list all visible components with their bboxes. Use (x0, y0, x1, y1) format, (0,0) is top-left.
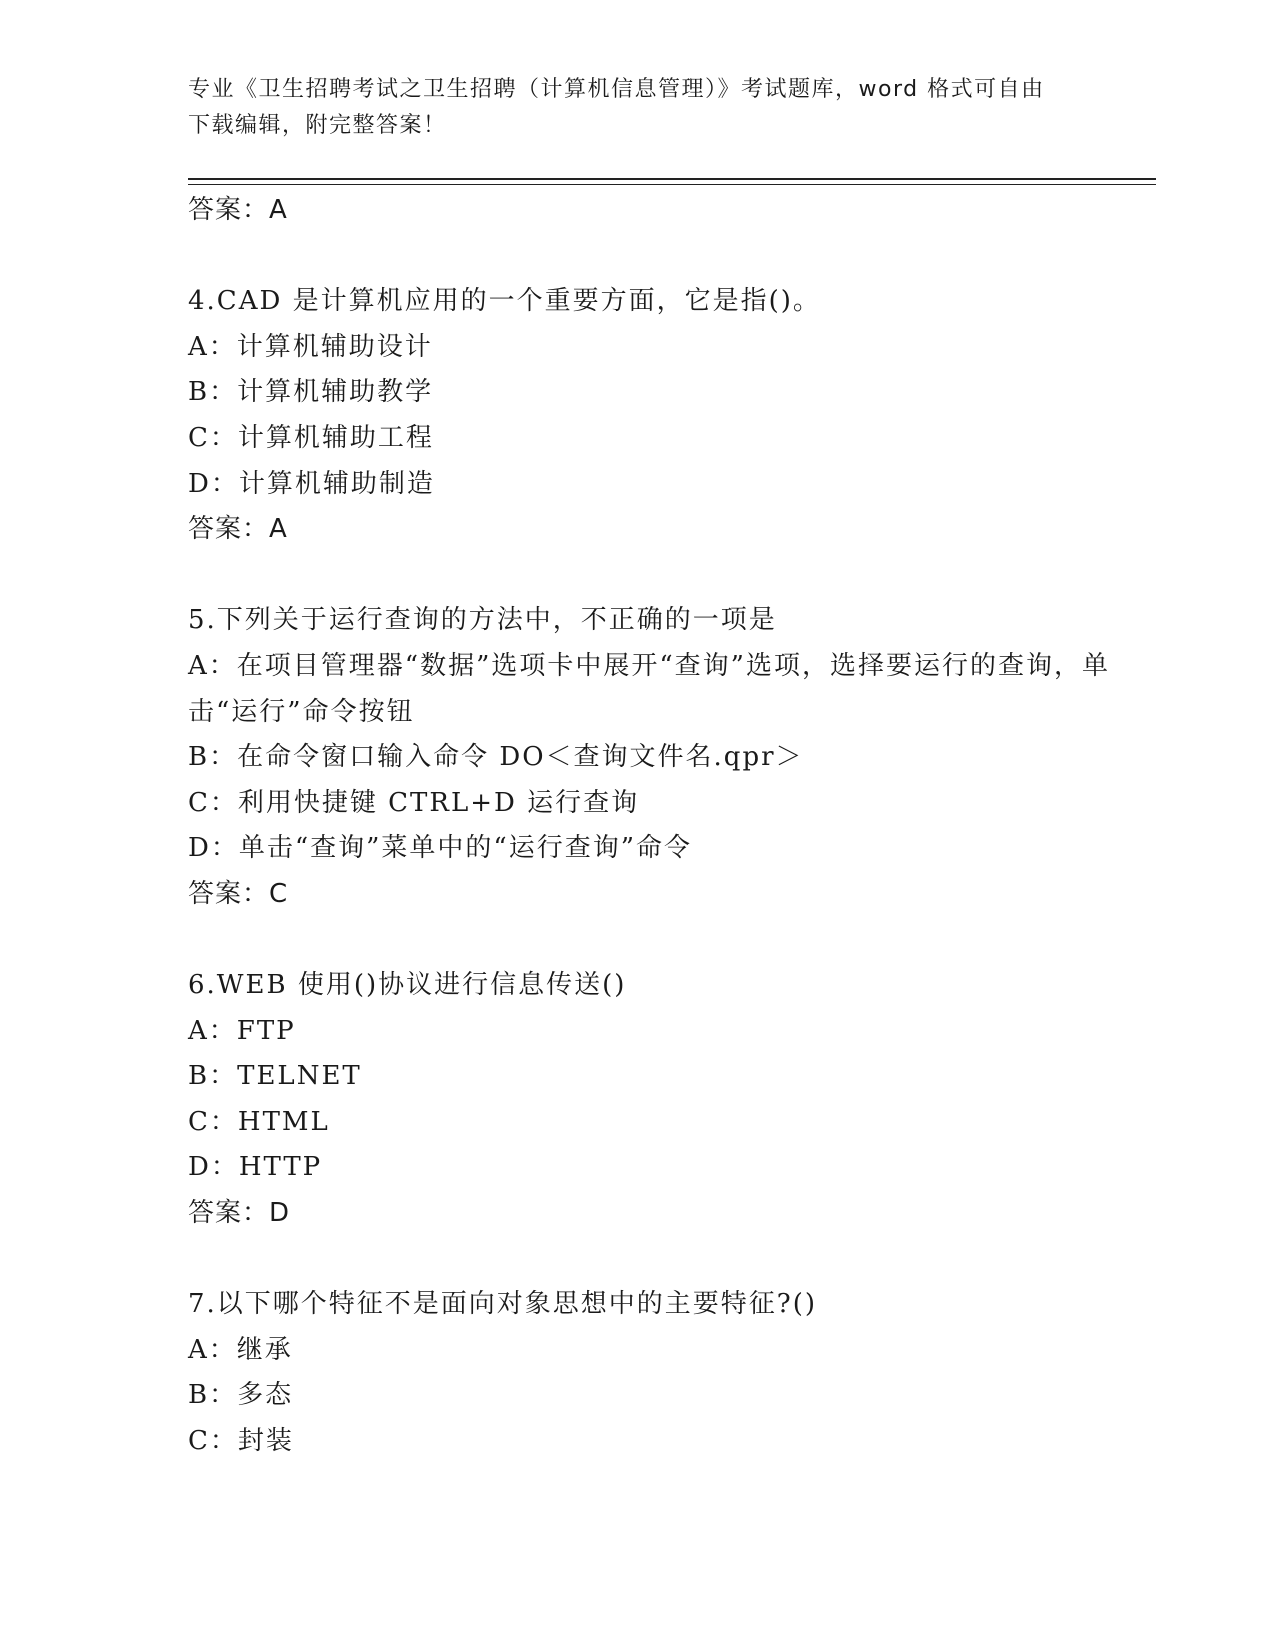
question-stem: 6.WEB 使用()协议进行信息传送() (188, 970, 627, 1001)
option-c: C：计算机辅助工程 (188, 422, 434, 453)
answer-line: 答案：A (188, 195, 288, 225)
answer-line: 答案：C (188, 878, 289, 909)
question-stem: 7.以下哪个特征不是面向对象思想中的主要特征?() (188, 1289, 818, 1320)
option-d: D：单击“查询”菜单中的“运行查询”命令 (188, 833, 693, 864)
option-b: B：多态 (188, 1380, 294, 1411)
header-divider-thick (188, 178, 1156, 180)
answer-line: 答案：A (188, 514, 288, 545)
option-a: A：在项目管理器“数据”选项卡中展开“查询”选项，选择要运行的查询，单击“运行”命令按钮 (188, 650, 1110, 727)
header-divider-thin (188, 184, 1156, 185)
option-a: A：继承 (188, 1334, 293, 1365)
option-b: B：计算机辅助教学 (188, 377, 434, 408)
option-c: C：利用快捷键 CTRL+D 运行查询 (188, 787, 640, 818)
option-d: D：计算机辅助制造 (188, 468, 435, 499)
question-list (188, 188, 1148, 1465)
option-b: B：在命令窗口输入命令 DO＜查询文件名.qpr＞ (188, 742, 804, 773)
option-a: A：FTP (188, 1015, 296, 1046)
answer-line: 答案：D (188, 1198, 291, 1229)
option-a: A：计算机辅助设计 (188, 331, 433, 362)
option-d: D：HTTP (188, 1152, 323, 1183)
option-b: B：TELNET (188, 1061, 362, 1092)
question-stem: 4.CAD 是计算机应用的一个重要方面，它是指()。 (188, 286, 821, 317)
option-c: C：封装 (188, 1426, 294, 1457)
question-stem: 5.下列关于运行查询的方法中，不正确的一项是 (188, 605, 777, 636)
option-c: C：HTML (188, 1106, 330, 1137)
document-header: 专业《卫生招聘考试之卫生招聘（计算机信息管理）》考试题库，word 格式可自由下载编辑，附完整答案！ (188, 77, 1045, 138)
